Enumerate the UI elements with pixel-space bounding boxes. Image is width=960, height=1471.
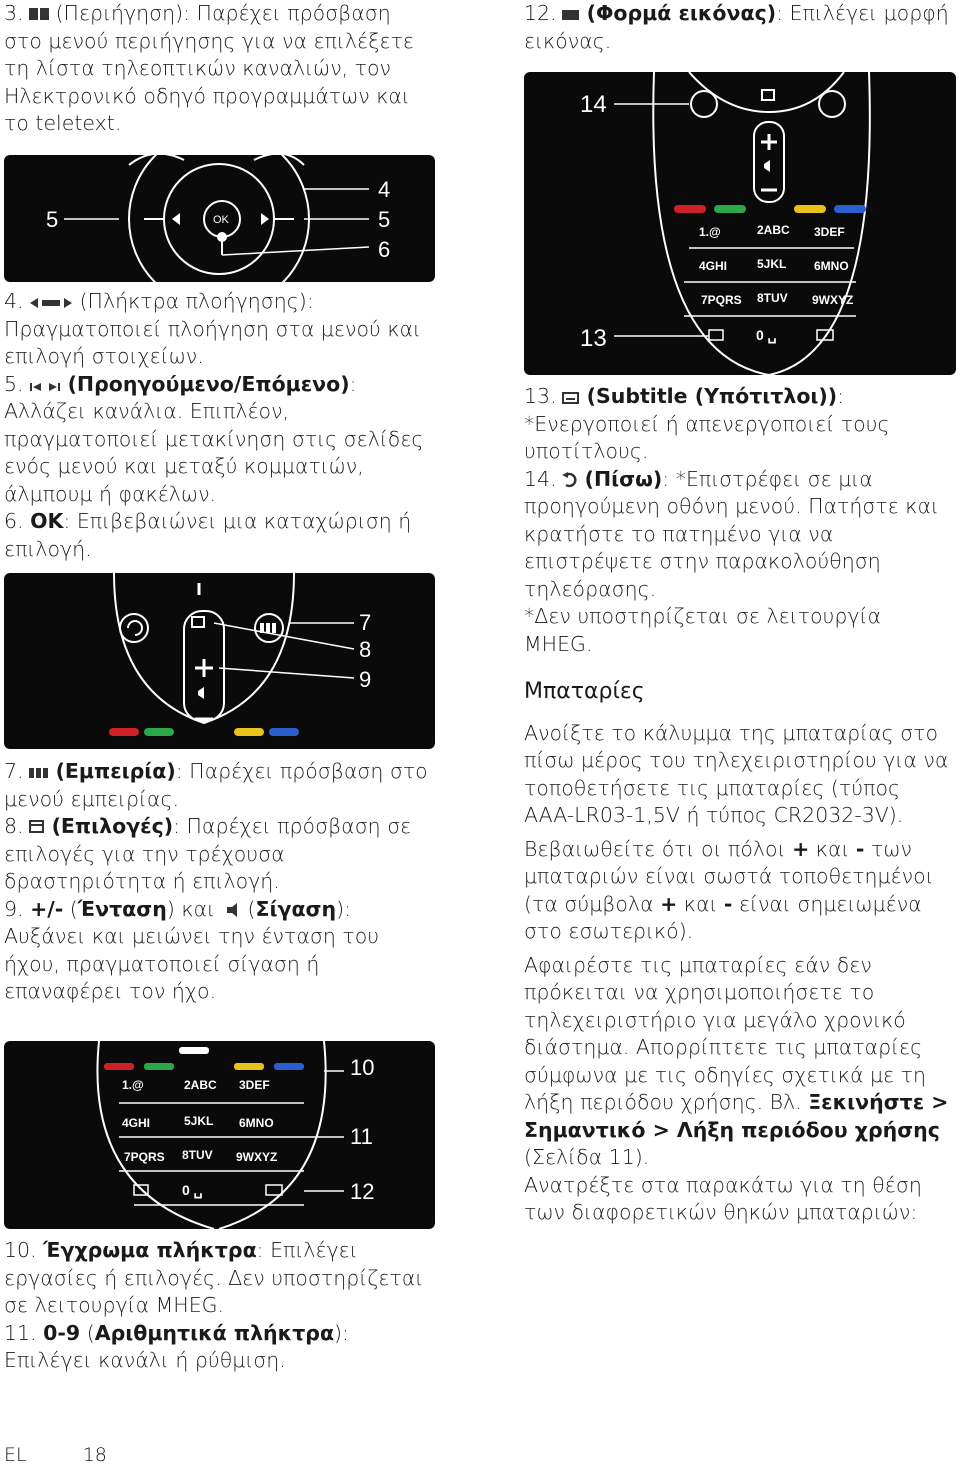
key-4: 4GHI [699,259,728,273]
batteries-paragraph-3 [524,952,954,1172]
item-4 [4,288,434,371]
key-9: 9WXYZ [812,293,854,307]
key-0: 0 ␣ [756,327,777,343]
text: και [809,836,856,861]
item-11 [4,1320,434,1375]
back-icon [561,472,579,488]
item-number: 3. [4,1,24,25]
ok-button-label: OK [213,214,229,226]
format-key-icon [266,1185,282,1195]
callout-label: 6 [378,237,391,262]
text: Βεβαιωθείτε ότι οι πόλοι [524,836,793,861]
callout-label: 5 [46,207,59,232]
item-text: ): Επιλέγει κανάλι ή ρύθμιση. [4,1320,349,1372]
item-term: +/- [30,896,64,921]
item-term: (Επιλογές) [51,814,174,838]
callout-label: 10 [350,1055,375,1080]
left-column-2 [4,288,434,563]
item-number: 4. [4,289,24,313]
item-term: (Πλήκτρα πλοήγησης) [79,289,307,313]
key-0: 0 ␣ [182,1182,203,1198]
item-8 [4,813,434,896]
item-term: Έγχρωμα πλήκτρα [43,1238,257,1262]
item-10 [4,1237,434,1320]
back-button-icon [120,614,148,642]
options-icon [28,819,46,835]
callout-label: 12 [350,1179,375,1204]
item-text: ) και [166,896,222,921]
remote-overview-illustration [524,72,956,375]
key-5: 5JKL [184,1114,214,1128]
item-number: 14. [524,466,557,491]
plus-symbol: + [792,836,810,861]
page-footer [4,1444,107,1471]
item-number: 5. [4,371,24,396]
item-text: ( [63,896,78,921]
item-term: OK [30,509,64,533]
batteries-paragraph-4: Ανατρέξτε στα παρακάτω για τη θέση των διαφορετικών θηκών μπαταριών: [524,1172,922,1224]
item-text: ): Αυξάνει και μειώνει την ένταση του ήχου, πραγματοποιεί σίγαση ή επαναφέρει τον ήχο. [4,896,380,1003]
left-column [4,0,434,138]
item-text: : Παρέχει πρόσβαση σε επιλογές για την τρέχουσα δραστηριότητα ή επιλογή. [4,814,412,893]
item-5 [4,371,434,509]
item-number: 6. [4,509,24,533]
item-term: Ένταση [77,896,167,921]
text: και [677,891,724,916]
item-term: (Φορμά εικόνας) [586,1,777,25]
left-column-4 [4,1237,434,1375]
experience-icon [28,766,50,780]
mute-icon [198,687,204,699]
text: είναι σημειωμένα στο εσωτερικό). [524,891,922,943]
volume-illustration [4,573,435,749]
key-3: 3DEF [814,225,845,239]
green-key [144,728,174,736]
key-2: 2ABC [184,1078,217,1092]
batteries-paragraph-1: Ανοίξτε το κάλυμμα της μπαταρίας στο πίσω μέρος του τηλεχειριστηρίου για να τοποθετήσετε τις μπαταρίες (τύπος AAA-LR03-1,5V ή τύπος CR2032-3V). [524,720,949,827]
remote-panel-overview [524,72,956,375]
picture-format-icon [561,8,581,22]
key-7: 7PQRS [124,1150,165,1164]
left-arrow-icon [172,213,180,225]
minus-symbol: - [855,836,865,861]
remote-panel-keypad [4,1041,435,1229]
item-number: 10. [4,1238,37,1262]
item-9: 9. +/- (Ένταση) και (Σίγαση): Αυξάνει και μειώνει την ένταση του ήχου, πραγματοποιεί σίγαση ή επαναφέρει τον ήχο. [4,896,380,1003]
key-2: 2ABC [757,223,790,237]
navigation-keys-icon [28,296,74,310]
text: Αφαιρέστε τις μπαταρίες εάν δεν πρόκειται να χρησιμοποιήσετε το τηλεχειριστήριο για μεγάλο χρονικό διάστημα. Απορρίπτετε τις μπαταρίες σύμφωνα με τις οδηγίες σχετικά με τη λήξη περιόδου χρήσης. Βλ. [524,952,926,1114]
item-term: Σίγαση [255,896,337,921]
key-7: 7PQRS [701,293,742,307]
key-6: 6MNO [814,259,849,273]
key-5: 5JKL [757,257,787,271]
key-8: 8TUV [757,291,788,305]
item-term: (Εμπειρία) [55,759,176,783]
item-text: : *Επιστρέφει σε μια προηγούμενη οθόνη μενού. Πατήστε και κρατήστε το πατημένο για να επιστρέψετε στην παρακολούθηση τηλεόρασης. [524,466,939,601]
remote-panel-navigation [4,155,435,282]
item-13 [524,383,954,466]
right-column-2 [524,383,954,1227]
item-term: (Προηγούμενο/Επόμενο) [67,371,350,396]
previous-next-icon [28,381,62,393]
item-number: 11. [4,1320,37,1345]
key-9: 9WXYZ [236,1150,278,1164]
batteries-paragraph-2 [524,836,954,946]
cross-reference-link[interactable]: Ξεκινήστε > Σημαντικό > Λήξη περιόδου χρήσης [524,1090,949,1142]
item-12 [524,0,954,55]
item-3 [4,0,434,138]
subtitle-key-icon [709,330,723,340]
item-text: : Παρέχει πρόσβαση στο μενού εμπειρίας. [4,759,428,811]
text: των μπαταριών είναι σωστά τοποθετημένοι (τα σύμβολα [524,836,934,916]
key-8: 8TUV [182,1148,213,1162]
page-number: 18 [82,1444,107,1466]
item-text: : Επιλέγει μορφή εικόνας. [524,1,949,53]
plus-symbol: + [660,891,678,916]
item-term: (Περιήγηση) [55,1,184,25]
options-icon [762,90,774,100]
key-6: 6MNO [239,1116,274,1130]
callout-label: 4 [378,177,391,202]
item-number: 12. [524,1,557,25]
callout-label: 5 [378,207,391,232]
item-term: (Πίσω) [584,466,663,491]
yellow-key [234,728,264,736]
item-text: : Παρέχει πρόσβαση στο μενού περιήγησης για να επιλέξετε τη λίστα τηλεοπτικών καναλιών, τον Ηλεκτρονικό οδηγό προγραμμάτων και το teletext. [4,1,414,135]
item-number: 9. [4,896,24,921]
callout-label: 7 [359,610,372,635]
key-4: 4GHI [122,1116,151,1130]
item-number: 7. [4,759,24,783]
mheg-note: *Δεν υποστηρίζεται σε λειτουργία MHEG. [524,604,881,656]
options-icon [192,617,204,627]
remote-panel-volume [4,573,435,749]
callout-label: 8 [359,637,372,662]
key-1: 1.@ [699,225,721,239]
experience-button-icon [819,91,845,117]
right-arrow-icon [261,213,269,225]
item-7 [4,758,434,813]
left-column-3 [4,758,434,1006]
item-term: (Subtitle (Υπότιτλοι)) [586,384,838,408]
item-6 [4,508,434,563]
batteries-heading: Μπαταρίες [524,679,645,704]
book-icon [28,6,50,22]
item-14 [524,466,954,604]
callout-label: 13 [580,325,607,352]
callout-label: 14 [580,91,607,118]
red-key [109,728,139,736]
navigation-illustration [4,155,435,282]
right-column [524,0,954,55]
item-text: : Επιβεβαιώνει μια καταχώριση ή επιλογή. [4,509,412,561]
item-number: 8. [4,814,24,838]
mute-icon [225,902,241,918]
language-code: EL [4,1444,27,1466]
text: (Σελίδα 11). [524,1145,650,1169]
blue-key [269,728,299,736]
item-text: ( [80,1320,95,1345]
item-text: : Πραγματοποιεί πλοήγηση στα μενού και επιλογή στοιχείων. [4,289,421,368]
item-term: Αριθμητικά πλήκτρα [94,1320,335,1345]
callout-label: 9 [359,667,372,692]
back-button-icon [691,91,717,117]
minus-symbol: - [723,891,733,916]
item-text: : Επιλέγει εργασίες ή επιλογές. Δεν υποστηρίζεται σε λειτουργία MHEG. [4,1238,424,1317]
key-1: 1.@ [122,1078,144,1092]
item-number: 13. [524,384,557,408]
subtitle-icon [561,391,581,405]
keypad-illustration [4,1041,435,1229]
item-text: : Αλλάζει κανάλια. Επιπλέον, πραγματοποιεί μετακίνηση στις σελίδες ενός μενού και μεταξύ κομματιών, άλμπουμ ή φακέλων. [4,371,424,506]
callout-label: 11 [350,1124,373,1149]
item-term: 0-9 [43,1320,81,1345]
item-text: : *Ενεργοποιεί ή απενεργοποιεί τους υποτίτλους. [524,384,890,463]
key-3: 3DEF [239,1078,270,1092]
